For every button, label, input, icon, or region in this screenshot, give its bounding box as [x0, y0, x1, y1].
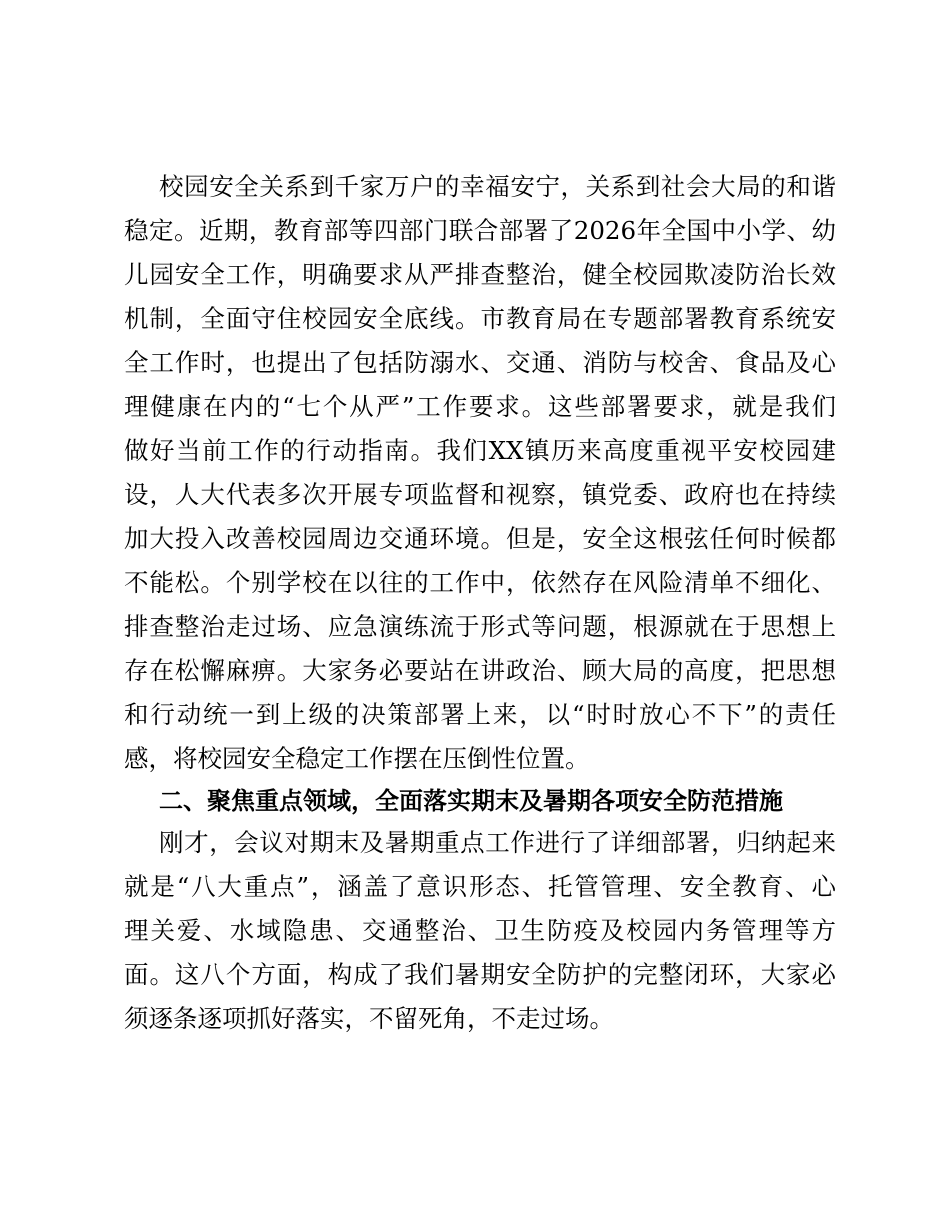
paragraph-1-line-4: 机制，全面守住校园安全底线。市教育局在专题部署教育系统安: [124, 304, 836, 333]
paragraph-1-line-11: 排查整治走过场、应急演练流于形式等问题，根源就在于思想上: [124, 612, 836, 641]
paragraph-2-line-2: 就是“八大重点”，涵盖了意识形态、托管管理、安全教育、心: [124, 872, 836, 901]
paragraph-1-line-1: 校园安全关系到千家万户的幸福安宁，关系到社会大局的和谐: [159, 172, 836, 201]
paragraph-1-line-13: 和行动统一到上级的决策部署上来，以“时时放心不下”的责任: [124, 700, 836, 729]
paragraph-2-line-5: 须逐条逐项抓好落实，不留死角，不走过场。: [124, 1004, 614, 1033]
paragraph-1-line-9: 加大投入改善校园周边交通环境。但是，安全这根弦任何时候都: [124, 524, 836, 553]
paragraph-2-line-3: 理关爱、水域隐患、交通整治、卫生防疫及校园内务管理等方: [124, 916, 836, 945]
paragraph-2-line-1: 刚才，会议对期末及暑期重点工作进行了详细部署，归纳起来: [159, 828, 836, 857]
section-heading-2: 二、聚焦重点领域，全面落实期末及暑期各项安全防范措施: [159, 787, 783, 815]
paragraph-1-line-10: 不能松。个别学校在以往的工作中，依然存在风险清单不细化、: [124, 568, 836, 597]
paragraph-1-line-8: 设，人大代表多次开展专项监督和视察，镇党委、政府也在持续: [124, 480, 836, 509]
paragraph-1-line-3: 儿园安全工作，明确要求从严排查整治，健全校园欺凌防治长效: [124, 260, 836, 289]
paragraph-1-line-2: 稳定。近期，教育部等四部门联合部署了2026年全国中小学、幼: [124, 216, 836, 245]
paragraph-1-line-7: 做好当前工作的行动指南。我们XX镇历来高度重视平安校园建: [124, 436, 836, 465]
paragraph-1-line-12: 存在松懈麻痹。大家务必要站在讲政治、顾大局的高度，把思想: [124, 656, 836, 685]
paragraph-1-line-14: 感，将校园安全稳定工作摆在压倒性位置。: [124, 744, 590, 773]
paragraph-1-line-5: 全工作时，也提出了包括防溺水、交通、消防与校舍、食品及心: [124, 348, 836, 377]
paragraph-1-line-6: 理健康在内的“七个从严”工作要求。这些部署要求，就是我们: [124, 392, 836, 421]
paragraph-2-line-4: 面。这八个方面，构成了我们暑期安全防护的完整闭环，大家必: [124, 960, 836, 989]
